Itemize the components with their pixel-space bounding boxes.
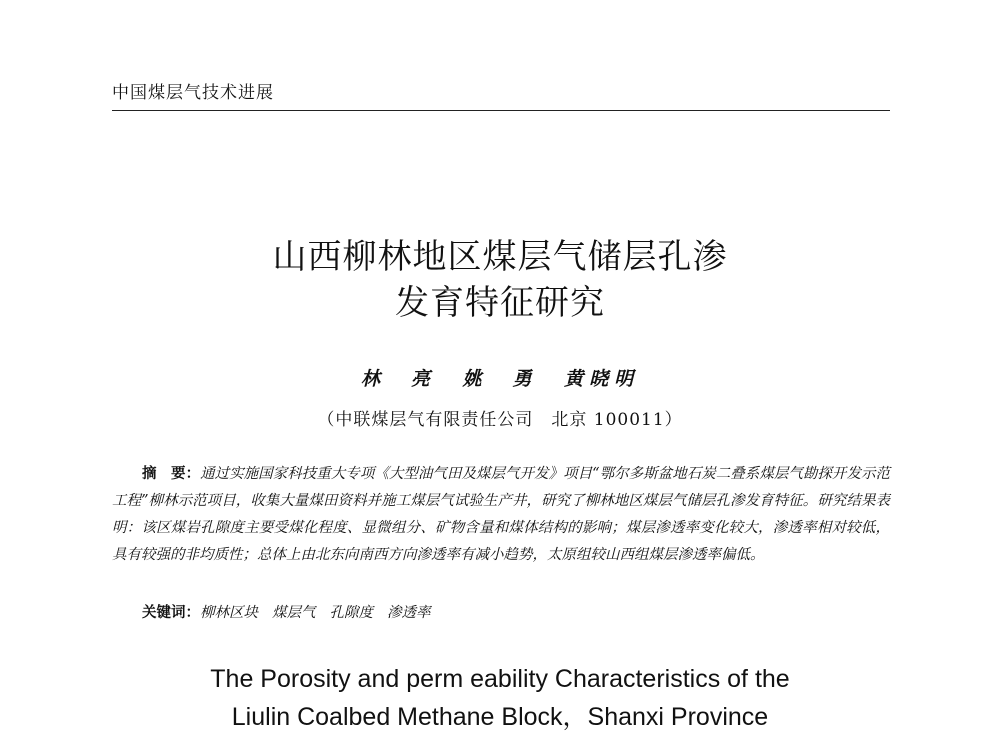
english-title-line-2: Liulin Coalbed Methane Block，Shanxi Province: [231, 703, 769, 731]
english-title: [0, 660, 1000, 733]
paper-title: [0, 234, 1000, 326]
keyword-item: 煤层气: [272, 605, 316, 621]
affiliation: （中联煤层气有限责任公司 北京 100011）: [317, 410, 683, 430]
running-header: 中国煤层气技术进展: [112, 83, 274, 103]
abstract-text: 通过实施国家科技重大专项《大型油气田及煤层气开发》项目“鄂尔多斯盆地石炭二叠系煤层气勘探开发示范工程”柳林示范项目，收集大量煤田资料并施工煤层气试验生产井，研究了柳林地区煤层气储层孔渗发育特征。研究结果表明：该区煤岩孔隙度主要受煤化程度、显微组分、矿物含量和煤体结构的影响；煤层渗透率变化较大，渗透率相对较低，具有较强的非均质性；总体上由北东向南西方向渗透率有减小趋势，太原组较山西组煤层渗透率偏低。: [112, 466, 890, 563]
keyword-item: 孔隙度: [329, 605, 373, 621]
abstract: [112, 461, 890, 569]
author-3: 黄晓明: [564, 368, 640, 390]
author-list: [0, 364, 1000, 391]
keyword-item: 渗透率: [387, 605, 431, 621]
abstract-label: 摘 要：: [142, 466, 201, 482]
author-2: 姚 勇: [462, 368, 538, 390]
author-1: 林 亮: [360, 368, 436, 390]
keyword-item: 柳林区块: [200, 605, 258, 621]
title-line-1: 山西柳林地区煤层气储层孔渗: [272, 237, 728, 277]
keywords: [142, 601, 445, 622]
header-rule: [112, 110, 890, 111]
keywords-label: 关键词：: [142, 605, 200, 621]
title-line-2: 发育特征研究: [395, 283, 605, 323]
english-title-line-1: The Porosity and perm eability Characteristics of the: [210, 665, 790, 693]
